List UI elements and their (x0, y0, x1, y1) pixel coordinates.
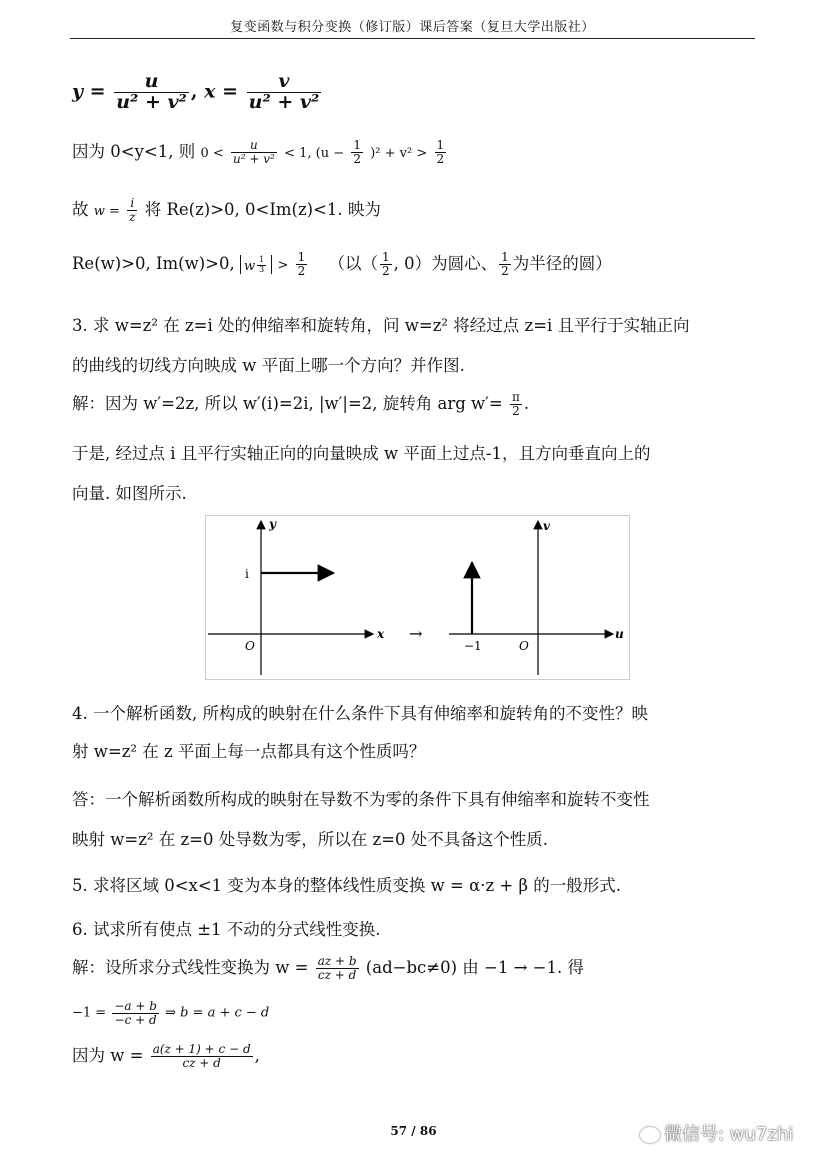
denominator: cz + d (317, 968, 357, 982)
q6-answer (72, 954, 584, 982)
image-region-line (72, 250, 612, 278)
fraction (316, 955, 359, 981)
text: 0 < (200, 146, 224, 161)
mapping-figure (205, 515, 630, 680)
q4-line2: 射 w=z² 在 z 平面上每一点都具有这个性质吗？ (72, 742, 426, 761)
q3-line1: 3. 求 w=z² 在 z=i 处的伸缩率和旋转角，问 w=z² 将经过点 z=i 且平行于实轴正向 (72, 316, 690, 335)
text: 因为 0<y<1, 则 (72, 142, 196, 161)
text: , (254, 1046, 260, 1065)
text: 解：因为 w′=2z, 所以 w′(i)=2i, |w′|=2, 旋转角 arg w′= (72, 394, 503, 413)
equals: = (89, 80, 106, 103)
left-i-label: i (245, 567, 249, 581)
numerator: 1 (353, 138, 361, 153)
denominator: 2 (501, 264, 509, 278)
denominator: u² + v² (248, 90, 320, 113)
q6-equation (72, 1000, 269, 1026)
text: )² + v² > (370, 146, 428, 161)
wechat-icon (640, 1127, 660, 1143)
numerator: π (512, 390, 520, 405)
fraction (351, 139, 363, 165)
fraction (296, 251, 308, 277)
fraction (510, 391, 522, 417)
q3-line5: 向量. 如图所示. (72, 484, 187, 503)
fraction (112, 1000, 159, 1026)
text: −1 = (72, 1005, 107, 1021)
fraction (499, 251, 511, 277)
mapping-line (72, 196, 381, 224)
numerator: −a + b (114, 999, 157, 1013)
text: w (243, 258, 256, 274)
numerator: u (231, 139, 277, 153)
right-neg1-label: −1 (464, 639, 482, 653)
denominator: cz + d (182, 1056, 221, 1070)
page-header: 复变函数与积分变换（修订版）课后答案（复旦大学出版社） (230, 20, 595, 35)
fraction (127, 197, 137, 223)
var-x: x (204, 80, 216, 103)
map-arrow: → (409, 624, 423, 643)
denominator: 3 (259, 264, 265, 274)
denominator: u² + v² (116, 90, 187, 113)
right-v-label: v (543, 519, 550, 533)
fraction-u (114, 72, 189, 113)
numerator: a(z + 1) + c − d (152, 1042, 251, 1057)
denominator: −c + d (114, 1012, 157, 1027)
denominator: 2 (436, 152, 445, 166)
numerator: v (247, 72, 322, 93)
q5-line: 5. 求将区域 0<x<1 变为本身的整体线性质变换 w = α·z + β 的一般形式. (72, 876, 622, 895)
watermark-label: 微信号: wu7zhi (664, 1124, 794, 1145)
text: , 0）为圆心、 (393, 254, 498, 273)
wechat-watermark (640, 1120, 793, 1146)
fraction (435, 139, 447, 165)
right-u-label: u (615, 627, 624, 641)
text: Re(w)>0, Im(w)>0, (72, 254, 235, 273)
numerator: 1 (436, 138, 445, 153)
left-y-label: y (269, 517, 276, 531)
q4-ans2: 映射 w=z² 在 z=0 处导数为零，所以在 z=0 处不具备这个性质. (72, 830, 549, 849)
q3-line4: 于是, 经过点 i 且平行实轴正向的向量映成 w 平面上过点-1，且方向垂直向上的 (72, 444, 651, 463)
abs-expression (240, 255, 272, 274)
header-rule (70, 38, 755, 39)
numerator: az + b (317, 954, 357, 969)
q6-last (72, 1042, 260, 1070)
text: 解：设所求分式线性变换为 w = (72, 958, 309, 977)
text: 故 (72, 200, 89, 219)
text: 为半径的圆） (512, 254, 612, 273)
fraction (380, 251, 392, 277)
page-number: 57 / 86 (390, 1124, 437, 1138)
q4-line1: 4. 一个解析函数, 所构成的映射在什么条件下具有伸缩率和旋转角的不变性？映 (72, 704, 648, 723)
condition-line (72, 138, 448, 166)
fraction (151, 1043, 253, 1069)
equals: = (222, 80, 238, 103)
q4-ans1: 答：一个解析函数所构成的映射在导数不为零的条件下具有伸缩率和旋转不变性 (72, 790, 650, 809)
text: . (523, 394, 530, 413)
fraction (231, 139, 277, 165)
text: （以（ (328, 254, 379, 273)
fraction (257, 256, 266, 274)
numerator: 1 (501, 250, 509, 265)
denominator: 2 (297, 264, 306, 278)
q3-answer (72, 390, 529, 418)
denominator: 2 (353, 152, 361, 166)
formula-y-x (72, 72, 323, 113)
left-origin: O (245, 639, 255, 653)
text: w = (93, 204, 120, 219)
text: > (277, 258, 289, 273)
left-x-label: x (377, 627, 385, 641)
text: 将 Re(z)>0, 0<Im(z)<1. 映为 (144, 200, 381, 219)
text: (ad−bc≠0) 由 −1 → −1. 得 (365, 958, 584, 977)
comma: , (190, 80, 198, 103)
denominator: z (129, 210, 136, 224)
text: < 1, (u − (284, 146, 345, 161)
numerator: u (114, 72, 189, 93)
q3-line2: 的曲线的切线方向映成 w 平面上哪一个方向？并作图. (72, 356, 465, 375)
var-y: y (72, 80, 84, 103)
numerator: 1 (259, 255, 265, 265)
q6-line: 6. 试求所有使点 ±1 不动的分式线性变换. (72, 920, 381, 939)
text: ⇒ b = a + c − d (165, 1005, 270, 1021)
numerator: 1 (297, 250, 306, 265)
denominator: 2 (512, 404, 520, 418)
denominator: 2 (382, 264, 390, 278)
denominator: u² + v² (233, 152, 275, 166)
fraction-v (247, 72, 322, 113)
right-origin: O (519, 639, 529, 653)
text: 因为 w = (72, 1046, 144, 1065)
numerator: 1 (382, 250, 390, 265)
numerator: i (127, 197, 137, 211)
